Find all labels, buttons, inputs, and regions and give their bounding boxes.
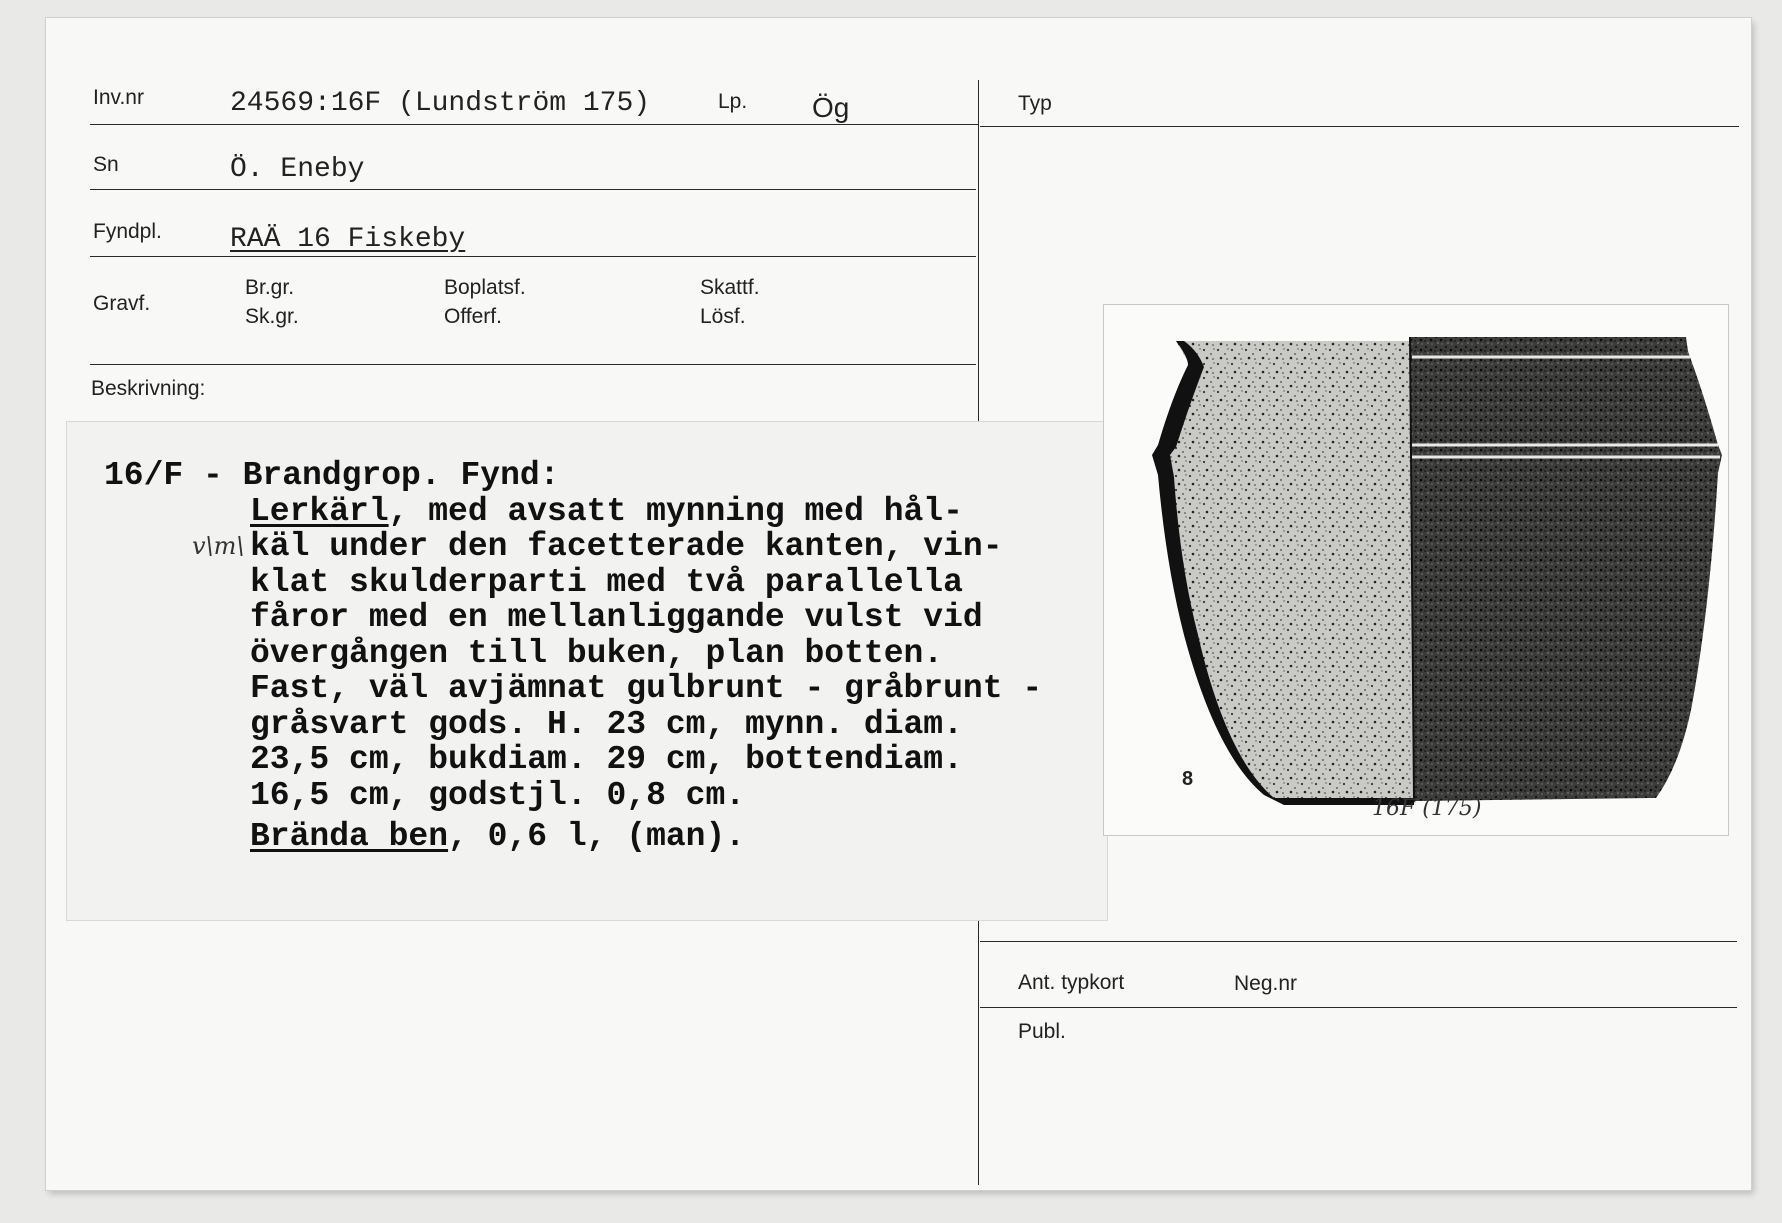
skattf-label: Skattf. — [700, 276, 760, 299]
gravf-label: Gravf. — [93, 292, 151, 315]
brgr-label: Br.gr. — [245, 276, 295, 299]
rule-typ-bottom — [980, 941, 1737, 942]
description-text: 16/F - Brandgrop. Fynd: Lerkärl, med avsatt mynning med hål- käl under den facetterade kanten, vin- klat skulderparti med två parallella fåror med en mellanliggande vulst vid övergången till buken, plan botten. Fast, väl avjämnat gulbrunt - gråbrunt - gråsvart gods. H. 23 cm, mynn. diam. 23,5 cm, bukdiam. 29 cm, bottendiam. 16,5 cm, godstjl. 0,8 cm. Brända ben, 0,6 l, (man). — [104, 457, 1043, 855]
handwritten-caption: 16F (175) — [1372, 796, 1482, 821]
inv-value: 24569:16F (Lundström 175) — [230, 88, 651, 119]
publ-label: Publ. — [1018, 1020, 1066, 1043]
inv-label: Inv.nr — [93, 86, 144, 109]
rule-inv — [90, 124, 978, 125]
pot-drawing — [1104, 305, 1728, 835]
rule-fyndpl — [90, 256, 976, 257]
rule-sn — [90, 189, 976, 190]
sn-label: Sn — [93, 153, 119, 176]
fyndpl-label: Fyndpl. — [93, 220, 162, 243]
losf-label: Lösf. — [700, 305, 746, 328]
pot-drawing-photo — [1104, 305, 1728, 835]
rule-ant — [980, 1007, 1737, 1008]
pot-exterior-half — [1410, 337, 1722, 801]
lp-label: Lp. — [718, 90, 748, 113]
figure-number: 8 — [1182, 768, 1194, 790]
pot-section-half — [1154, 341, 1414, 798]
sn-value: Ö. Eneby — [230, 154, 365, 185]
rule-typ — [980, 126, 1739, 127]
offerf-label: Offerf. — [444, 305, 502, 328]
neg-nr-label: Neg.nr — [1234, 972, 1298, 995]
typ-label: Typ — [1018, 92, 1052, 115]
fyndpl-value: RAÄ 16 Fiskeby — [230, 224, 466, 255]
description-heading: 16/F - Brandgrop. Fynd: — [104, 457, 560, 494]
margin-note: v\m\ — [192, 532, 245, 560]
item-title: Lerkärl — [250, 492, 389, 530]
beskrivning-label: Beskrivning: — [91, 377, 206, 400]
rule-gravf — [90, 364, 976, 365]
bones-title: Brända ben — [250, 818, 449, 855]
ant-typkort-label: Ant. typkort — [1018, 971, 1125, 994]
skgr-label: Sk.gr. — [245, 305, 299, 328]
boplatsf-label: Boplatsf. — [444, 276, 526, 299]
lp-value: Ög — [812, 92, 850, 123]
